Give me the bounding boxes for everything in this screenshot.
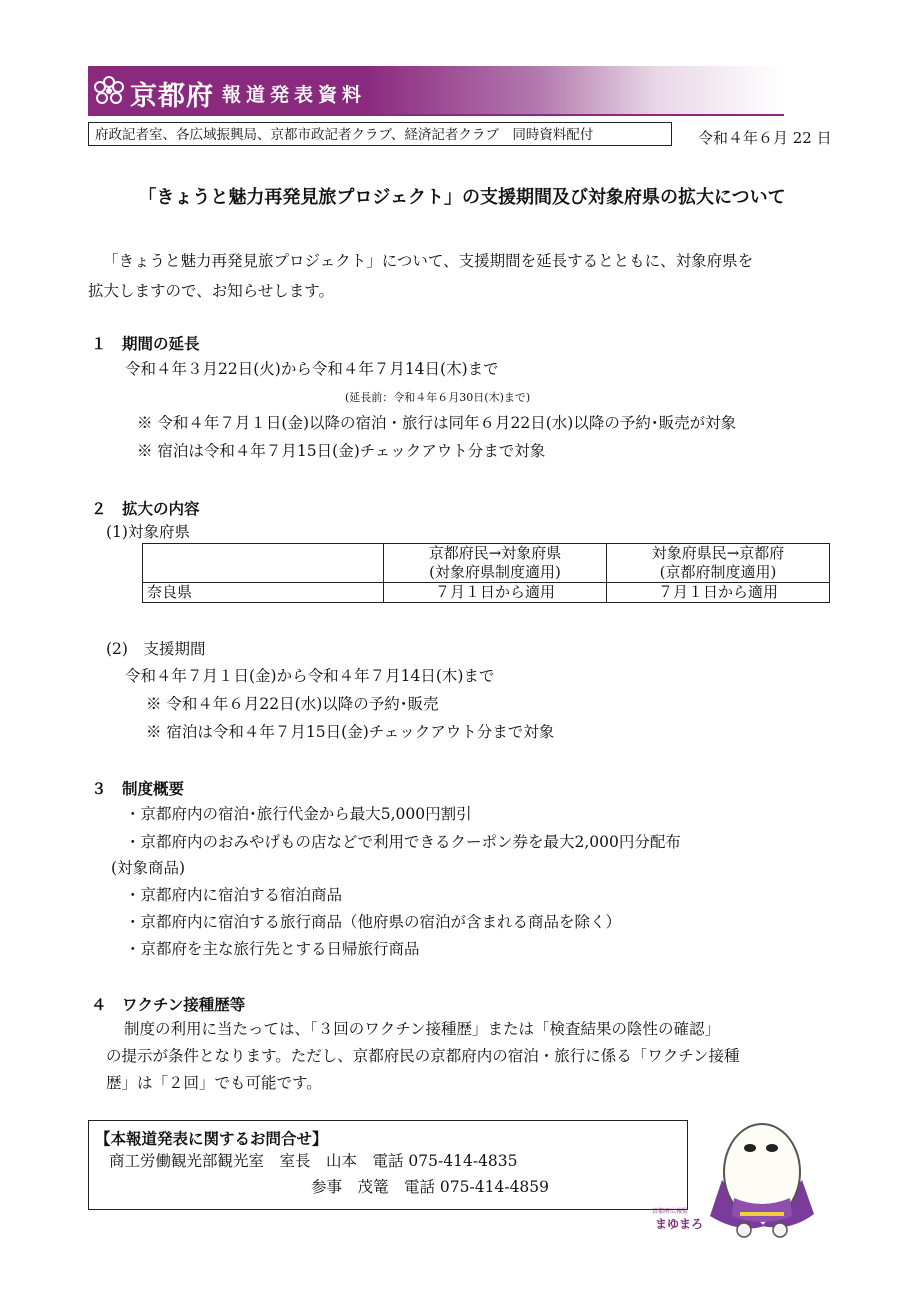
section3-target-label: (対象商品) — [111, 859, 186, 877]
section3-target-2: ・京都府内に宿泊する旅行商品（他府県の宿泊が含まれる商品を除く） — [125, 913, 622, 931]
press-release-label: 報道発表資料 — [222, 84, 367, 106]
section2-period: 令和４年７月１日(金)から令和４年７月14日(木)まで — [125, 667, 495, 685]
section3-item-2: ・京都府内のおみやげもの店などで利用できるクーポン券を最大2,000円分配布 — [125, 833, 681, 851]
section4-line-2: の提示が条件となります。ただし、京都府民の京都府内の宿泊・旅行に係る「ワクチン接種 — [106, 1047, 740, 1065]
table-header-empty — [143, 544, 384, 583]
section2-sub2: (2) 支援期間 — [106, 640, 206, 658]
section1-heading: １ 期間の延長 — [91, 335, 200, 353]
section1-note-2: ※ 宿泊は令和４年７月15日(金)チェックアウト分まで対象 — [137, 442, 546, 460]
target-prefecture-table — [142, 543, 830, 603]
section4-heading: ４ ワクチン接種歴等 — [91, 996, 246, 1014]
intro-line-2: 拡大しますので、お知らせします。 — [88, 282, 334, 300]
section4-line-1: 制度の利用に当たっては、「３回のワクチン接種歴」または「検査結果の陰性の確認」 — [124, 1020, 720, 1038]
row-col1: ７月１日から適用 — [384, 583, 607, 603]
table-header-row — [143, 544, 830, 583]
document-title: 「きょうと魅力再発見旅プロジェクト」の支援期間及び対象府県の拡大について — [138, 187, 786, 208]
table-row — [143, 583, 830, 603]
section2-sub1: (1)対象府県 — [106, 523, 190, 541]
section4-line-3: 歴」は「２回」でも可能です。 — [106, 1074, 322, 1092]
table-header-col2 — [607, 544, 830, 583]
section1-period: 令和４年３月22日(火)から令和４年７月14日(木)まで — [125, 360, 499, 378]
kyoto-crest-icon — [92, 74, 126, 108]
section3-target-1: ・京都府内に宿泊する宿泊商品 — [125, 886, 343, 904]
release-date: 令和４年６月 22 日 — [698, 129, 832, 147]
contact-heading: 【本報道発表に関するお問合せ】 — [95, 1130, 328, 1148]
row-prefecture: 奈良県 — [143, 583, 384, 603]
intro-line-1: 「きょうと魅力再発見旅プロジェクト」について、支援期間を延長するとともに、対象府県を — [103, 252, 754, 270]
distribution-box: 府政記者室、各広域振興局、京都市政記者クラブ、経済記者クラブ 同時資料配付 — [88, 122, 672, 146]
mascot-name: まゆまろ — [655, 1217, 704, 1231]
col2-line1: 対象府県民→京都府 — [651, 544, 785, 562]
section3-target-3: ・京都府を主な旅行先とする日帰旅行商品 — [125, 940, 420, 958]
section2-heading: ２ 拡大の内容 — [91, 500, 200, 518]
contact-line-1: 商工労働観光部観光室 室長 山本 電話 075-414-4835 — [109, 1152, 518, 1170]
row-col2: ７月１日から適用 — [607, 583, 830, 603]
table-header-col1 — [384, 544, 607, 583]
header-rule — [88, 114, 784, 116]
col1-line1: 京都府民→対象府県 — [428, 544, 562, 562]
contact-line-2: 参事 茂篭 電話 075-414-4859 — [311, 1178, 550, 1196]
col2-line2: (京都府制度適用) — [659, 563, 777, 581]
section1-before: (延長前：令和４年６月30日(木)まで) — [345, 391, 531, 404]
mayumaro-mascot-icon — [700, 1118, 824, 1240]
section2-note-1: ※ 令和４年６月22日(水)以降の予約･販売 — [146, 695, 439, 713]
section3-item-1: ・京都府内の宿泊･旅行代金から最大5,000円割引 — [125, 805, 472, 823]
org-name: 京都府 — [130, 81, 214, 112]
col1-line2: (対象府県制度適用) — [429, 563, 561, 581]
section1-note-1: ※ 令和４年７月１日(金)以降の宿泊・旅行は同年６月22日(水)以降の予約･販売が対象 — [137, 414, 737, 432]
mascot-caption: 京都府広報監 — [652, 1208, 689, 1215]
section3-heading: ３ 制度概要 — [91, 780, 185, 798]
section2-note-2: ※ 宿泊は令和４年７月15日(金)チェックアウト分まで対象 — [146, 723, 555, 741]
